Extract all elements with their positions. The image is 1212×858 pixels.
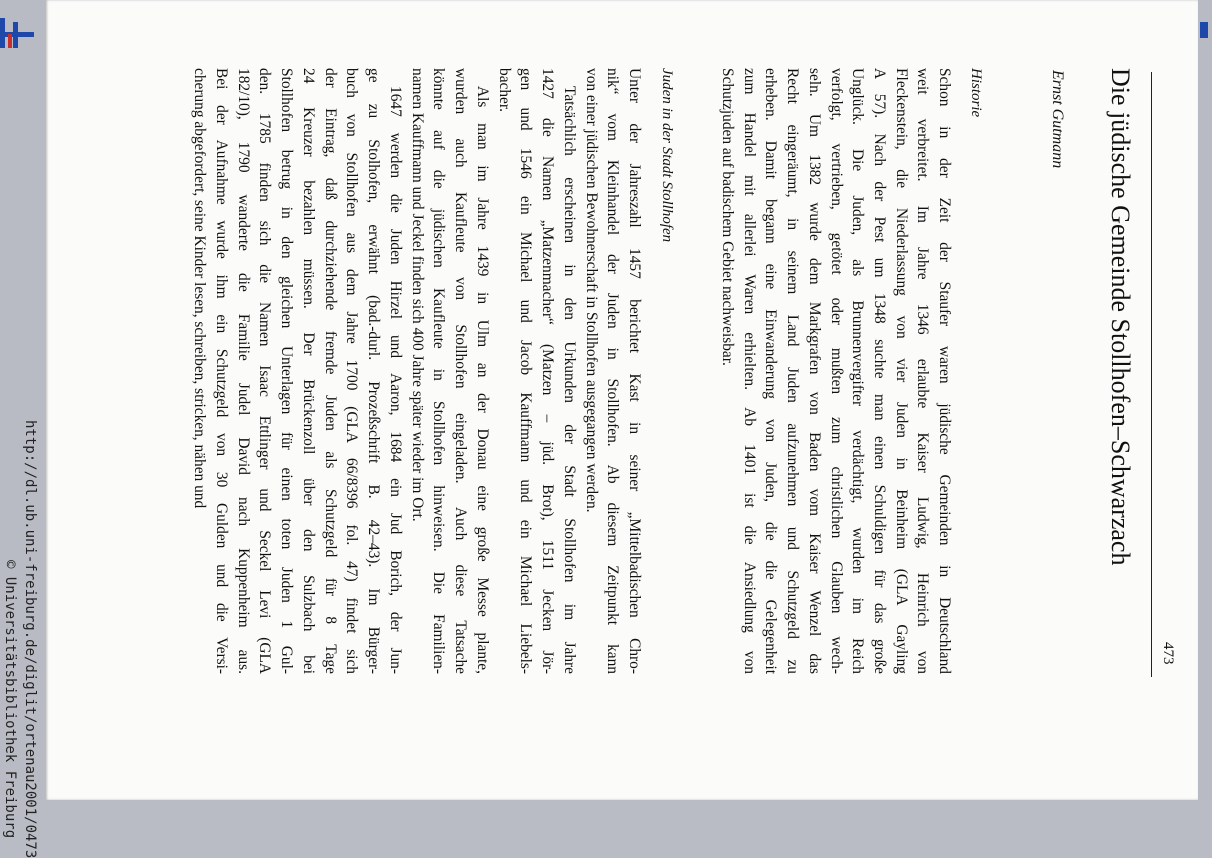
body-line: wurden auch Kaufleute von Stollhofen eingeladen. Auch diese Tatsache [452,68,469,674]
body-line: den. 1785 finden sich die Namen Isaac Ettlinger und Seckel Levi (GLA [256,68,274,674]
body-line: 1427 die Namen „Matzenmacher“ (Matzen – jüd. Brot), 1511 Jecken Jör- [539,68,556,674]
body-line: Als man im Jahre 1439 in Ulm an der Donau eine große Messe plante, [473,86,491,674]
body-line: Unglück. Die Juden, als Brunnenvergifter verdächtigt, wurden im Reich [849,68,867,674]
body-line: Schon in der Zeit der Staufer waren jüdische Gemeinden in Deutschland [936,68,953,674]
body-line: 182/10), 1790 wanderte die Familie Judel David nach Kuppenheim aus. [234,68,252,674]
body-line: Recht eingeräumt, in seinem Land Juden aufzunehmen und Schutzgeld zu [784,68,802,674]
body-line: zum Handel mit allerlei Waren erhielten. Ab 1401 ist die Ansiedlung von [740,68,758,674]
body-line: verfolgt, vertrieben, getötet oder mußten zum christlichen Glauben wech- [827,68,845,674]
body-line: der Eintrag, daß durchziehende fremde Juden als Schutzgeld für 8 Tage [321,68,339,674]
body-line: könnte auf die jüdischen Kaufleute in Stollhofen hinweisen. Die Familien- [430,68,448,674]
body-line: bacher. [495,68,513,113]
body-line: Bei der Aufnahme wurde ihm ein Schutzgeld von 30 Gulden und die Versi- [212,68,230,674]
author-name: Ernst Gutmann [1049,70,1066,169]
body-line: nik“ vom Kleinhandel der Juden in Stollhofen. Ab diesem Zeitpunkt kann [604,68,622,674]
body-line: erheben. Damit begann eine Einwanderung von Juden, die die Gelegenheit [762,68,780,674]
body-line: Stollhofen betrug in den gleichen Unterlagen für einen toten Juden 1 Gul- [278,68,295,674]
body-line: seln. Um 1382 wurde dem Markgrafen von Baden vom Kaiser Wenzel das [805,68,823,674]
body-line: Fleckenstein, die Niederlassung von vier Juden in Beinheim (GLA Gayling [892,68,910,674]
body-line: cherung abgefordert, seine Kinder lesen, schreiben, stricken, nähen und [191,68,208,509]
page-number: 473 [1160,642,1176,665]
body-line: Unter der Jahreszahl 1457 berichtet Kast in seiner „Mittelbadischen Chro- [626,68,643,674]
body-line: buch von Stollhofen aus dem Jahre 1700 (GLA 66/8396 fol. 47) findet sich [343,68,361,674]
section-heading-historie: Historie [968,68,984,118]
body-line: A 57). Nach der Pest um 1348 suchte man einen Schuldigen für das große [870,68,888,674]
title-rule [1151,72,1152,677]
body-line: von einer jüdischen Bewohnerschaft in Stollhofen ausgegangen werden. [582,68,600,513]
document-page [46,0,1198,800]
body-line: 24 Kreuzer bezahlen müssen. Der Brückenzoll über den Sulzbach bei [299,68,317,674]
page-title: Die jüdische Gemeinde Stollhofen–Schwarzach [1106,68,1135,566]
body-line: Schutzjuden auf badischem Gebiet nachweisbar. [719,68,736,366]
source-url: http://dl.ub.uni-freiburg.de/diglit/ortenau2001/0473 [22,420,38,858]
scan-color-marker-right [1200,22,1208,38]
body-line: ge zu Stolhofen, erwähnt (bad.-durl. Prozeßschrift B. 42–43). Im Bürger- [365,68,382,674]
body-line: namen Kauffmann und Jeckel finden sich 400 Jahre später wieder im Ort. [408,68,426,522]
right-margin [1198,0,1212,800]
body-line: weit verbreitet. Im Jahre 1346 erlaubte Kaiser Ludwig, Heinrich von [914,68,932,674]
body-line: gen und 1546 ein Michael und Jacob Kauffmann und ein Michael Liebels- [517,68,535,674]
body-line: 1647 werden die Juden Hirzel und Aaron, 1684 ein Jud Borich, der Jun- [386,86,404,674]
body-line: Tatsächlich erscheinen in den Urkunden der Stadt Stollhofen im Jahre [560,86,578,674]
section-heading-stollhofen: Juden in der Stadt Stollhofen [659,68,675,243]
copyright-notice: © Universitätsbibliothek Freiburg [2,560,18,839]
